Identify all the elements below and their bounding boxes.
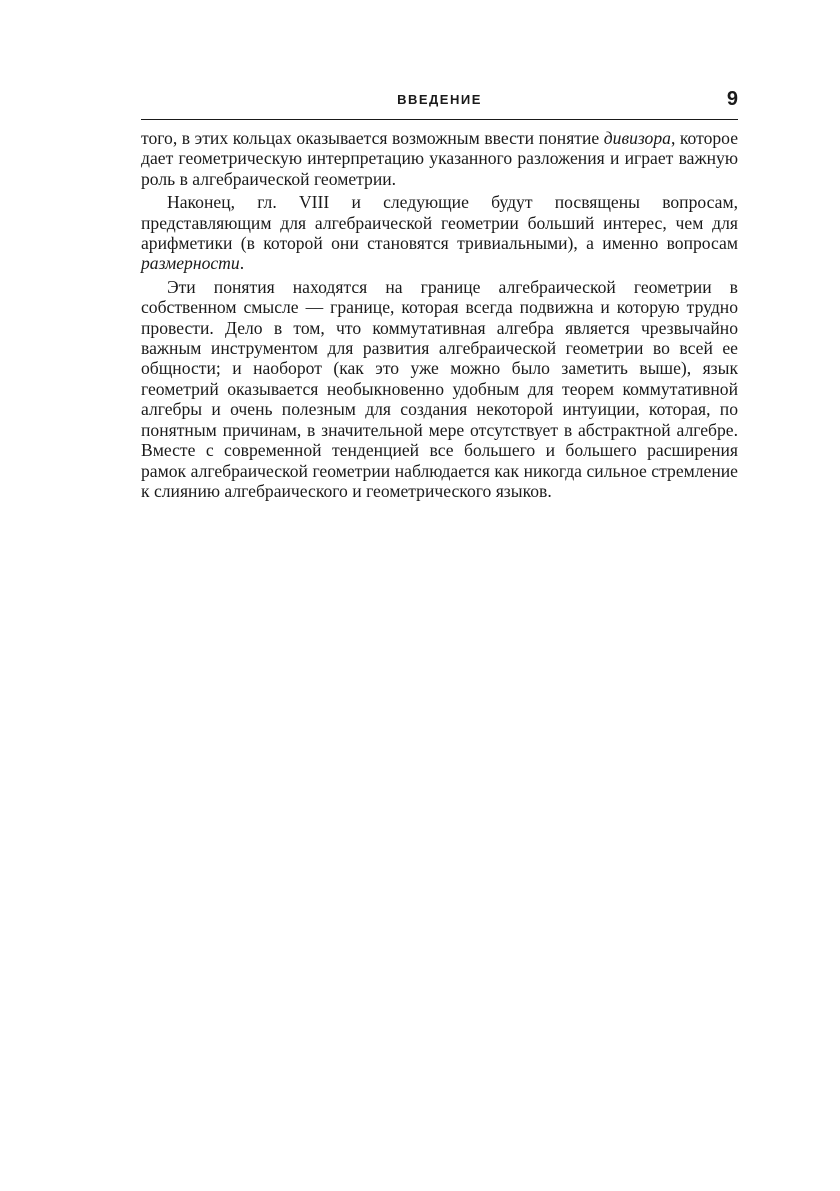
paragraph-1: [141, 128, 738, 189]
italic-term-dimension: размерности: [141, 253, 240, 274]
paragraph-3: Эти понятия находятся на границе алгебраической геометрии в собственном смысле — границе, которая всегда подвижна и которую трудно провести. Дело в том, что коммутативная алгебра является чрезвычайно важным инструментом для развития алгебраической геометрии во всей ее общности; и наоборот (как это уже можно было заметить выше), язык геометрий оказывается необыкновенно удобным для теорем коммутативной алгебры и очень полезным для создания некоторой интуиции, которая, по понятным причинам, в значительной мере отсутствует в абстрактной алгебре. Вместе с современной тенденцией все большего и большего расширения рамок алгебраической геометрии наблюдается как никогда сильное стремление к слиянию алгебраического и геометрического языков.: [141, 276, 738, 501]
header-rule: [141, 119, 738, 120]
body-text: [141, 128, 738, 501]
text-run: .: [239, 253, 245, 274]
text-run: того, в этих кольцах оказывается возможным ввести понятие: [141, 128, 604, 148]
text-run: Наконец, гл. VIII и следующие будут посвящены вопросам, представляющим для алгебраической геометрии больший интерес, чем для арифметики (в которой они становятся тривиальными), а именно вопросам: [141, 192, 738, 254]
page-number: 9: [726, 88, 738, 110]
italic-term-divisor: дивизора: [603, 128, 671, 148]
running-header: [141, 88, 738, 112]
paragraph-2: [141, 192, 738, 274]
text-run: , которое дает геометрическую интерпретацию указанного разложения и играет важную роль в алгебраической геометрии.: [141, 128, 738, 189]
book-page: [141, 88, 738, 501]
running-title: ВВЕДЕНИЕ: [397, 92, 482, 107]
